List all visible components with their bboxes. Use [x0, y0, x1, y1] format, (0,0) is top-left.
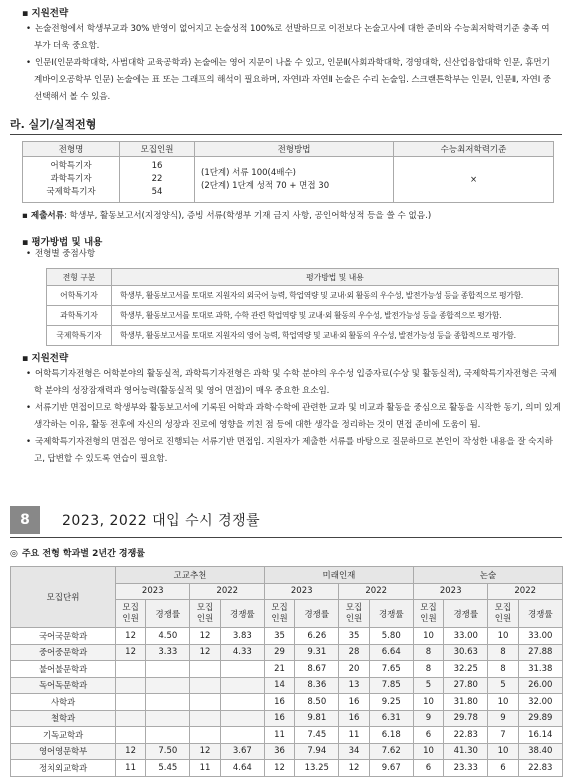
ratio-cell: 7.65: [369, 661, 413, 678]
th-ratio: 경쟁률: [518, 600, 562, 628]
th-year: 2022: [488, 583, 563, 600]
recruit-count-cell: [190, 677, 220, 694]
recruit-count-cell: 36: [264, 743, 294, 760]
recruit-count-cell: 12: [190, 743, 220, 760]
recruit-count-cell: 12: [190, 644, 220, 661]
recruit-count-cell: 11: [339, 727, 369, 744]
ratio-cell: 26.00: [518, 677, 562, 694]
table-row: [11, 743, 563, 760]
ratio-cell: [146, 694, 190, 711]
ratio-cell: 8.67: [295, 661, 339, 678]
bottom-strategy-item: • 어학특기자전형은 어학분야의 활동실적, 과학특기자전형은 과학 및 수학 분야의 우수성 입증자료(수상 및 활동실적), 국제학특기자전형은 국제학 분야의 성장잠재력과 영어능력(활동실적 및 영어 면접)이 매우 중요한 요소임.: [22, 366, 562, 400]
recruit-count-cell: 13: [339, 677, 369, 694]
recruit-count-cell: 6: [488, 760, 518, 777]
recruit-count-cell: 35: [339, 628, 369, 645]
recruit-count-cell: [116, 727, 146, 744]
bottom-strategy-heading: ▪ 지원전략: [22, 350, 562, 364]
ratio-cell: 8.36: [295, 677, 339, 694]
ratio-cell: 3.83: [220, 628, 264, 645]
recruit-count-cell: 16: [339, 710, 369, 727]
recruit-count-cell: 16: [339, 694, 369, 711]
name-item: 어학특기자: [50, 161, 92, 171]
ratio-cell: 7.50: [146, 743, 190, 760]
ratio-cell: 29.89: [518, 710, 562, 727]
recruit-count-cell: 28: [339, 644, 369, 661]
name-item: 과학특기자: [50, 174, 92, 184]
th-ratio: 경쟁률: [220, 600, 264, 628]
recruit-count-cell: 20: [339, 661, 369, 678]
recruit-count-cell: 29: [264, 644, 294, 661]
th-method: 전형방법: [195, 142, 394, 157]
recruit-count-cell: [190, 710, 220, 727]
names-cell: [23, 157, 120, 203]
th-unit: 모집단위: [11, 567, 116, 628]
ratio-cell: 22.83: [444, 727, 488, 744]
unit-name: 기독교학과: [11, 727, 116, 744]
th-min-score: 수능최저학력기준: [394, 142, 554, 157]
ratio-cell: [220, 710, 264, 727]
count-item: 22: [151, 174, 163, 184]
section-ra-rule: [10, 134, 562, 135]
method-item: (2단계) 1단계 성적 70 + 면접 30: [201, 180, 330, 191]
recruit-count-cell: 16: [264, 710, 294, 727]
count-item: 16: [151, 161, 163, 171]
ratio-cell: [146, 661, 190, 678]
banner-title: 2023, 2022 대입 수시 경쟁률: [62, 513, 261, 529]
recruit-count-cell: 34: [339, 743, 369, 760]
recruit-count-cell: 10: [413, 694, 443, 711]
ratio-cell: 6.31: [369, 710, 413, 727]
th-group: 미래인재: [264, 567, 413, 584]
ratio-cell: 31.80: [444, 694, 488, 711]
submission-label: 제출서류: [30, 211, 65, 221]
count-item: 54: [151, 187, 163, 197]
th-recruit-count: 모집 인원: [116, 600, 146, 628]
eval-desc: 학생부, 활동보고서를 토대로 과학, 수학 관련 학업역량 및 교내·외 활동의 우수성, 발전가능성 등을 종합적으로 평가함.: [112, 306, 559, 326]
ratio-cell: 6.64: [369, 644, 413, 661]
ratio-cell: 4.64: [220, 760, 264, 777]
section-ra-title: 라. 실기/실적전형: [10, 118, 97, 131]
recruit-count-cell: 10: [488, 628, 518, 645]
ratio-cell: 8.50: [295, 694, 339, 711]
method-item: (1단계) 서류 100(4배수): [201, 167, 296, 178]
recruit-count-cell: 6: [413, 760, 443, 777]
ratio-cell: 7.62: [369, 743, 413, 760]
evaluation-table: [46, 268, 559, 346]
th-year: 2022: [339, 583, 413, 600]
table-row: [11, 710, 563, 727]
table-row: [11, 644, 563, 661]
recruit-count-cell: 9: [488, 710, 518, 727]
recruit-count-cell: [190, 661, 220, 678]
eval-type: 과학특기자: [47, 306, 112, 326]
th-year: 2023: [116, 583, 190, 600]
recruit-count-cell: 14: [264, 677, 294, 694]
recruit-count-cell: 9: [413, 710, 443, 727]
ratio-cell: 7.45: [295, 727, 339, 744]
unit-name: 영어영문학부: [11, 743, 116, 760]
competition-table: [10, 566, 563, 777]
recruit-count-cell: 10: [488, 694, 518, 711]
th-year: 2023: [264, 583, 338, 600]
th-group: 논술: [413, 567, 562, 584]
unit-name: 독어독문학과: [11, 677, 116, 694]
recruit-count-cell: [116, 710, 146, 727]
th-recruit-count: 모집 인원: [488, 600, 518, 628]
recruit-count-cell: 7: [488, 727, 518, 744]
eval-desc: 학생부, 활동보고서를 토대로 지원자의 영어 능력, 학업역량 및 교내·외 활동의 우수성, 발전가능성 등을 종합적으로 평가함.: [112, 326, 559, 346]
banner-rule: [10, 537, 562, 538]
ratio-cell: 29.78: [444, 710, 488, 727]
evaluation-sub: • 전형별 중점사항: [22, 248, 95, 261]
comp-subtitle: ◎ 주요 전형 학과별 2년간 경쟁률: [10, 546, 145, 559]
ratio-cell: 5.45: [146, 760, 190, 777]
unit-name: 사학과: [11, 694, 116, 711]
recruit-count-cell: 10: [488, 743, 518, 760]
ratio-cell: 4.50: [146, 628, 190, 645]
recruit-count-cell: 10: [413, 743, 443, 760]
th-recruit-count: 모집 인원: [339, 600, 369, 628]
section-banner: [10, 506, 562, 534]
ratio-cell: [146, 727, 190, 744]
th-recruit-count: 모집 인원: [264, 600, 294, 628]
recruit-count-cell: 12: [116, 644, 146, 661]
recruit-count-cell: 12: [264, 760, 294, 777]
ratio-cell: [220, 694, 264, 711]
th-count: 모집인원: [120, 142, 195, 157]
th-desc: 평가방법 및 내용: [112, 269, 559, 286]
th-name: 전형명: [23, 142, 120, 157]
table-row: [11, 661, 563, 678]
th-group: 고교추천: [116, 567, 265, 584]
ratio-cell: 5.80: [369, 628, 413, 645]
recruit-count-cell: 12: [339, 760, 369, 777]
table-row: [11, 677, 563, 694]
unit-name: 불어불문학과: [11, 661, 116, 678]
ratio-cell: 27.88: [518, 644, 562, 661]
submission-text: : 학생부, 활동보고서(지정양식), 증빙 서류(학생부 기재 금지 사항, 공인어학성적 등을 쓸 수 없음.): [64, 211, 432, 221]
ratio-cell: 23.33: [444, 760, 488, 777]
recruit-count-cell: 8: [413, 661, 443, 678]
ratio-cell: 9.81: [295, 710, 339, 727]
ratio-cell: 6.18: [369, 727, 413, 744]
ratio-cell: [146, 677, 190, 694]
th-recruit-count: 모집 인원: [413, 600, 443, 628]
recruit-count-cell: [116, 677, 146, 694]
ratio-cell: 7.94: [295, 743, 339, 760]
unit-name: 철학과: [11, 710, 116, 727]
table-row: [11, 760, 563, 777]
table-row: [11, 628, 563, 645]
th-ratio: 경쟁률: [444, 600, 488, 628]
th-ratio: 경쟁률: [295, 600, 339, 628]
special-talent-table: [22, 141, 554, 203]
th-ratio: 경쟁률: [369, 600, 413, 628]
unit-name: 국어국문학과: [11, 628, 116, 645]
top-strategy: [22, 5, 557, 106]
th-type: 전형 구분: [47, 269, 112, 286]
ratio-cell: 32.00: [518, 694, 562, 711]
ratio-cell: 16.14: [518, 727, 562, 744]
th-year: 2022: [190, 583, 264, 600]
recruit-count-cell: [190, 727, 220, 744]
ratio-cell: 7.85: [369, 677, 413, 694]
top-strategy-item: • 논술전형에서 학생부교과 30% 반영이 없어지고 논술성적 100%로 선발하므로 이전보다 논술고사에 대한 준비와 수능최저학력기준 충족 여부가 더욱 중요함.: [22, 21, 557, 55]
recruit-count-cell: 8: [488, 644, 518, 661]
th-recruit-count: 모집 인원: [190, 600, 220, 628]
top-strategy-heading: ▪ 지원전략: [22, 5, 557, 19]
recruit-count-cell: 6: [413, 727, 443, 744]
ratio-cell: [220, 677, 264, 694]
ratio-cell: 38.40: [518, 743, 562, 760]
ratio-cell: 31.38: [518, 661, 562, 678]
ratio-cell: 9.31: [295, 644, 339, 661]
ratio-cell: 9.25: [369, 694, 413, 711]
bottom-strategy: [22, 350, 562, 468]
ratio-cell: 27.80: [444, 677, 488, 694]
recruit-count-cell: 8: [413, 644, 443, 661]
table-row: [11, 694, 563, 711]
recruit-count-cell: 11: [116, 760, 146, 777]
recruit-count-cell: 12: [190, 628, 220, 645]
ratio-cell: 22.83: [518, 760, 562, 777]
recruit-count-cell: 35: [264, 628, 294, 645]
min-score-cell: ×: [394, 157, 554, 203]
recruit-count-cell: 10: [413, 628, 443, 645]
recruit-count-cell: 5: [488, 677, 518, 694]
top-strategy-item: • 인문Ⅰ(인문과학대학, 사범대학 교육공학과) 논술에는 영어 지문이 나올 수 있고, 인문Ⅱ(사회과학대학, 경영대학, 신산업융합대학 인문, 휴먼기계바이오공학부 인문) 논술에는 표 또는 그래프의 해석이 필요하며, 자연Ⅰ과 자연Ⅱ 논술은 수리 논술임. 스크랜튼학부는 인문Ⅰ, 인문Ⅱ, 자연Ⅰ 중 선택해서 볼 수 있음.: [22, 55, 557, 106]
recruit-count-cell: 16: [264, 694, 294, 711]
unit-name: 정치외교학과: [11, 760, 116, 777]
evaluation-heading: ▪ 평가방법 및 내용: [22, 234, 102, 248]
ratio-cell: 9.67: [369, 760, 413, 777]
recruit-count-cell: [116, 661, 146, 678]
ratio-cell: [220, 727, 264, 744]
ratio-cell: 33.00: [518, 628, 562, 645]
eval-desc: 학생부, 활동보고서를 토대로 지원자의 외국어 능력, 학업역량 및 교내·외 활동의 우수성, 발전가능성 등을 종합적으로 평가함.: [112, 286, 559, 306]
ratio-cell: [220, 661, 264, 678]
ratio-cell: 41.30: [444, 743, 488, 760]
ratio-cell: 32.25: [444, 661, 488, 678]
th-year: 2023: [413, 583, 487, 600]
table-row: [11, 727, 563, 744]
recruit-count-cell: [116, 694, 146, 711]
ratio-cell: [146, 710, 190, 727]
ratio-cell: 6.26: [295, 628, 339, 645]
th-ratio: 경쟁률: [146, 600, 190, 628]
ratio-cell: 33.00: [444, 628, 488, 645]
eval-type: 어학특기자: [47, 286, 112, 306]
bottom-strategy-item: • 서류기반 면접이므로 학생부와 활동보고서에 기록된 어학과 과학·수학에 관련한 교과 및 비교과 활동을 중심으로 활동을 시작한 동기, 의미 있게 생각하는 이유, 활동 전후에 자신의 성장과 진로에 영향을 끼친 점 등에 대한 생각을 정리하는 것이 면접 준비에 도움이 됨.: [22, 400, 562, 434]
recruit-count-cell: 12: [116, 743, 146, 760]
recruit-count-cell: 21: [264, 661, 294, 678]
recruit-count-cell: 8: [488, 661, 518, 678]
recruit-count-cell: 5: [413, 677, 443, 694]
ratio-cell: 3.33: [146, 644, 190, 661]
ratio-cell: 13.25: [295, 760, 339, 777]
recruit-count-cell: 12: [116, 628, 146, 645]
ratio-cell: 30.63: [444, 644, 488, 661]
unit-name: 중어중문학과: [11, 644, 116, 661]
recruit-count-cell: 11: [264, 727, 294, 744]
counts-cell: [120, 157, 195, 203]
bottom-strategy-item: • 국제학특기자전형의 면접은 영어로 진행되는 서류기반 면접임. 지원자가 제출한 서류를 바탕으로 질문하므로 본인이 작성한 내용을 잘 숙지하고, 답변할 수 있도록 연습이 필요함.: [22, 434, 562, 468]
ratio-cell: 3.67: [220, 743, 264, 760]
ratio-cell: 4.33: [220, 644, 264, 661]
recruit-count-cell: [190, 694, 220, 711]
banner-number: 8: [10, 506, 40, 534]
method-cell: [195, 157, 394, 203]
eval-type: 국제학특기자: [47, 326, 112, 346]
submission: ▪ 제출서류: 학생부, 활동보고서(지정양식), 증빙 서류(학생부 기재 금지 사항, 공인어학성적 등을 쓸 수 없음.): [22, 211, 432, 221]
name-item: 국제학특기자: [46, 187, 96, 197]
recruit-count-cell: 11: [190, 760, 220, 777]
